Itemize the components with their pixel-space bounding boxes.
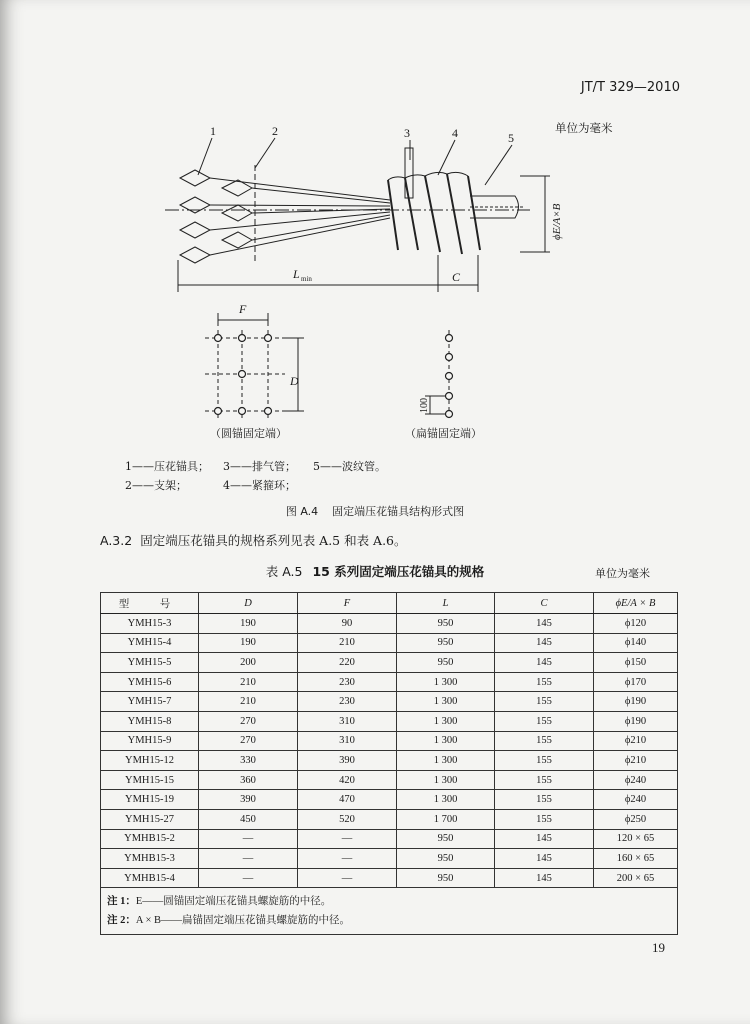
table-cell: 330 <box>199 751 298 771</box>
table-cell: 145 <box>495 633 594 653</box>
table-cell: YMHB15-3 <box>101 849 199 869</box>
table-cell: 145 <box>495 829 594 849</box>
table-cell: 210 <box>199 672 298 692</box>
spec-table <box>100 592 678 935</box>
table-cell: YMHB15-4 <box>101 868 199 888</box>
table-cell: ϕ250 <box>594 809 678 829</box>
sub-caption-round: （圆锚固定端） <box>210 427 287 440</box>
table-cell: 200 × 65 <box>594 868 678 888</box>
table-row <box>101 849 678 869</box>
table-cell: 160 × 65 <box>594 849 678 869</box>
table-cell: ϕ120 <box>594 614 678 634</box>
col-header-diameter: ϕE/A × B <box>594 593 678 614</box>
figure-unit-note: 单位为毫米 <box>555 121 613 135</box>
legend-item: 3——排气管； <box>223 460 296 473</box>
table-cell: 145 <box>495 653 594 673</box>
table-row <box>101 653 678 673</box>
table-cell: 1 300 <box>397 790 495 810</box>
table-notes <box>101 888 678 935</box>
table-number: 表 A.5 <box>265 564 303 579</box>
table-cell: 950 <box>397 868 495 888</box>
col-header-C: C <box>495 593 594 614</box>
table-cell: YMH15-3 <box>101 614 199 634</box>
table-cell: 950 <box>397 633 495 653</box>
table-cell: 390 <box>199 790 298 810</box>
table-row <box>101 829 678 849</box>
table-cell: 1 700 <box>397 809 495 829</box>
table-cell: 230 <box>298 672 397 692</box>
table-cell: — <box>199 829 298 849</box>
dim-L-sub: min <box>301 275 312 283</box>
paragraph-a32 <box>100 531 407 549</box>
table-cell: 470 <box>298 790 397 810</box>
dim-100: 100 <box>419 398 430 413</box>
table-cell: ϕ210 <box>594 731 678 751</box>
table-row <box>101 790 678 810</box>
table-cell: 420 <box>298 770 397 790</box>
legend-item: 2——支架； <box>125 479 187 492</box>
table-cell: 310 <box>298 731 397 751</box>
legend-row <box>125 457 386 476</box>
table-cell: YMH15-4 <box>101 633 199 653</box>
table-cell: 1 300 <box>397 731 495 751</box>
table-cell: 950 <box>397 849 495 869</box>
note-2: 注 2：A × B——扁锚固定端压花锚具螺旋筋的中径。 <box>107 915 351 927</box>
legend-item: 1——压花锚具； <box>125 460 209 473</box>
table-cell: ϕ150 <box>594 653 678 673</box>
table-cell: 155 <box>495 770 594 790</box>
table-cell: 155 <box>495 692 594 712</box>
table-cell: 360 <box>199 770 298 790</box>
table-row <box>101 614 678 634</box>
table-row <box>101 809 678 829</box>
table-cell: — <box>298 849 397 869</box>
note-1: 注 1：E——圆锚固定端压花锚具螺旋筋的中径。 <box>107 896 332 908</box>
standard-code: JT/T 329—2010 <box>580 80 680 95</box>
table-row <box>101 692 678 712</box>
page-number: 19 <box>652 940 665 955</box>
table-cell: 145 <box>495 868 594 888</box>
table-cell: ϕ240 <box>594 770 678 790</box>
table-cell: 210 <box>298 633 397 653</box>
col-header-model: 型 号 <box>101 593 199 614</box>
col-header-D: D <box>199 593 298 614</box>
table-cell: 155 <box>495 751 594 771</box>
table-cell: 270 <box>199 711 298 731</box>
table-cell: 950 <box>397 614 495 634</box>
table-cell: YMH15-15 <box>101 770 199 790</box>
callout-1: 1 <box>210 124 216 138</box>
table-cell: 200 <box>199 653 298 673</box>
table-unit-note: 单位为毫米 <box>595 567 650 580</box>
figure-caption <box>0 503 750 519</box>
section-number: A.3.2 <box>100 533 133 548</box>
table-cell: YMH15-7 <box>101 692 199 712</box>
table-notes-row <box>101 888 678 935</box>
table-cell: ϕ240 <box>594 790 678 810</box>
table-cell: 90 <box>298 614 397 634</box>
dim-L: L <box>293 267 300 281</box>
table-row <box>101 672 678 692</box>
col-header-F: F <box>298 593 397 614</box>
figure-title: 固定端压花锚具结构形式图 <box>332 505 465 518</box>
table-row <box>101 633 678 653</box>
table-cell: 155 <box>495 711 594 731</box>
table-cell: — <box>199 849 298 869</box>
table-cell: YMH15-19 <box>101 790 199 810</box>
legend-item: 4——紧箍环； <box>223 479 296 492</box>
table-cell: 155 <box>495 731 594 751</box>
callout-5: 5 <box>508 131 514 145</box>
table-cell: — <box>298 829 397 849</box>
table-cell: 190 <box>199 614 298 634</box>
table-cell: 390 <box>298 751 397 771</box>
table-cell: 1 300 <box>397 751 495 771</box>
table-cell: 230 <box>298 692 397 712</box>
legend-row <box>125 476 386 495</box>
table-row <box>101 751 678 771</box>
callout-4: 4 <box>452 126 458 140</box>
table-cell: YMH15-6 <box>101 672 199 692</box>
table-cell: 450 <box>199 809 298 829</box>
table-cell: ϕ170 <box>594 672 678 692</box>
callout-2: 2 <box>272 124 278 138</box>
table-row <box>101 711 678 731</box>
table-cell: 190 <box>199 633 298 653</box>
table-title: 15 系列固定端压花锚具的规格 <box>312 564 485 579</box>
table-cell: 310 <box>298 711 397 731</box>
callout-3: 3 <box>404 126 410 140</box>
table-cell: 120 × 65 <box>594 829 678 849</box>
table-cell: 520 <box>298 809 397 829</box>
legend-item: 5——波纹管。 <box>313 460 386 473</box>
dim-phi: ϕE/A×B <box>551 203 563 240</box>
table-cell: 1 300 <box>397 672 495 692</box>
table-cell: YMH15-9 <box>101 731 199 751</box>
table-row <box>101 868 678 888</box>
table-cell: 1 300 <box>397 711 495 731</box>
table-header-row <box>101 593 678 614</box>
table-cell: — <box>298 868 397 888</box>
table-cell: ϕ210 <box>594 751 678 771</box>
table-cell: 155 <box>495 809 594 829</box>
table-cell: ϕ190 <box>594 711 678 731</box>
table-row <box>101 731 678 751</box>
table-cell: 270 <box>199 731 298 751</box>
table-cell: YMH15-27 <box>101 809 199 829</box>
table-cell: 155 <box>495 790 594 810</box>
anchor-structure-figure <box>0 0 750 450</box>
table-row <box>101 770 678 790</box>
table-cell: 155 <box>495 672 594 692</box>
table-cell: 145 <box>495 849 594 869</box>
table-cell: 220 <box>298 653 397 673</box>
figure-legend <box>125 457 386 495</box>
dim-C: C <box>452 270 461 284</box>
table-cell: YMHB15-2 <box>101 829 199 849</box>
table-cell: 1 300 <box>397 770 495 790</box>
table-cell: YMH15-5 <box>101 653 199 673</box>
sub-caption-flat: （扁锚固定端） <box>405 427 482 440</box>
table-cell: 950 <box>397 653 495 673</box>
col-header-L: L <box>397 593 495 614</box>
table-cell: 950 <box>397 829 495 849</box>
table-cell: 210 <box>199 692 298 712</box>
paragraph-text: 固定端压花锚具的规格系列见表 A.5 和表 A.6。 <box>140 533 407 548</box>
table-cell: YMH15-8 <box>101 711 199 731</box>
table-cell: ϕ190 <box>594 692 678 712</box>
table-cell: YMH15-12 <box>101 751 199 771</box>
dim-F: F <box>239 302 247 316</box>
dim-D: D <box>290 374 299 388</box>
table-cell: 145 <box>495 614 594 634</box>
table-cell: — <box>199 868 298 888</box>
table-cell: ϕ140 <box>594 633 678 653</box>
table-cell: 1 300 <box>397 692 495 712</box>
figure-number: 图 A.4 <box>285 505 319 518</box>
